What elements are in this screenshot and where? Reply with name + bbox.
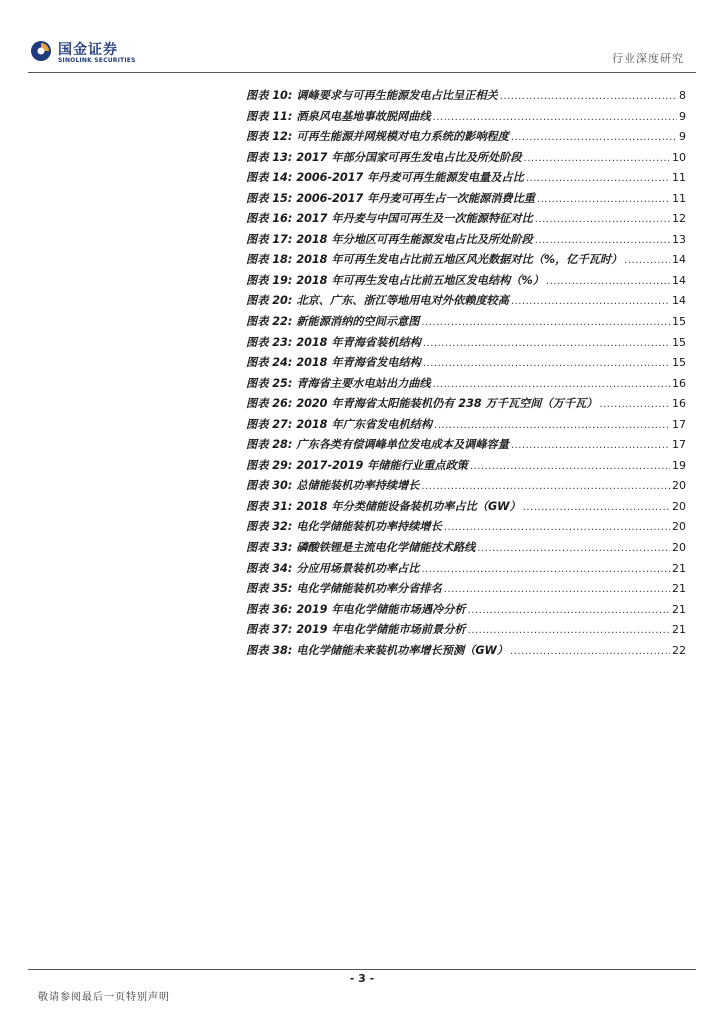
toc-entry-label: 图表 15: [246,191,293,205]
toc-entry-label: 图表 19: [246,273,293,287]
disclaimer-text: 敬请参阅最后一页特别声明 [38,992,170,1003]
toc-entry-page: 13 [672,232,686,246]
logo-text-cn: 国金证券 [58,42,118,58]
toc-entry-title: 2017 年丹麦与中国可再生及一次能源特征对比 [296,212,533,226]
toc-entry-title: 2017-2019 年储能行业重点政策 [296,458,468,472]
toc-dot-leader [511,296,670,307]
page-header [28,36,696,72]
toc-entry-page: 19 [672,458,686,472]
toc-entry-title: 2006-2017 年丹麦可再生能源发电量及占比 [296,171,524,185]
toc-dot-leader [434,420,670,431]
toc-entry[interactable] [246,601,686,622]
toc-entry-label: 图表 32: [246,520,293,534]
toc-dot-leader [510,646,670,657]
toc-entry-label: 图表 37: [246,623,293,637]
toc-entry[interactable] [246,539,686,560]
toc-entry-label: 图表 23: [246,335,293,349]
toc-entry-title: 电化学储能装机功率分省排名 [296,582,442,596]
toc-entry-title: 2017 年部分国家可再生发电占比及所处阶段 [296,150,522,164]
logo-text-en: SINOLINK SECURITIES [58,57,136,64]
toc-entry-page: 15 [672,335,686,349]
toc-entry[interactable] [246,169,686,190]
toc-entry-page: 20 [672,541,686,555]
toc-entry[interactable] [246,210,686,231]
toc-entry-label: 图表 33: [246,541,293,555]
page-number: - 3 - [349,972,375,985]
toc-entry-title: 可再生能源并网规模对电力系统的影响程度 [296,130,509,144]
toc-entry[interactable] [246,87,686,108]
toc-entry-page: 16 [672,397,686,411]
toc-entry-title: 电化学储能未来装机功率增长预测（GW） [296,643,509,657]
sinolink-logo-icon [30,40,52,62]
toc-dot-leader [444,584,670,595]
toc-entry-label: 图表 28: [246,438,293,452]
toc-entry-title: 调峰要求与可再生能源发电占比呈正相关 [296,89,498,102]
toc-entry-page: 10 [672,150,686,164]
toc-entry[interactable] [246,231,686,252]
toc-entry[interactable] [246,457,686,478]
toc-entry[interactable] [246,395,686,416]
toc-entry-title: 磷酸铁锂是主流电化学储能技术路线 [296,541,476,555]
toc-dot-leader [444,522,670,533]
toc-dot-leader [511,132,677,143]
toc-entry-title: 2018 年分类储能设备装机功率占比（GW） [296,499,521,513]
toc-dot-leader [421,564,670,575]
toc-entry-title: 2006-2017 年丹麦可再生占一次能源消费比重 [296,191,535,205]
toc-entry[interactable] [246,190,686,211]
toc-entry-page: 8 [679,89,686,102]
toc-entry-title: 分应用场景装机功率占比 [296,561,420,575]
toc-entry-title: 2018 年青海省发电结构 [296,356,421,370]
toc-dot-leader [433,379,670,390]
toc-entry-title: 电化学储能装机功率持续增长 [296,520,442,534]
toc-entry-title: 2019 年电化学储能市场前景分析 [296,623,466,637]
toc-dot-leader [477,543,670,554]
toc-entry[interactable] [246,621,686,642]
toc-dot-leader [537,194,670,205]
toc-entry-page: 20 [672,499,686,513]
toc-entry-page: 21 [672,561,686,575]
report-type-label: 行业深度研究 [612,52,684,65]
toc-dot-leader [468,625,670,636]
toc-dot-leader [421,317,670,328]
toc-entry-title: 2020 年青海省太阳能装机仍有 238 万千瓦空间（万千瓦） [296,397,598,411]
toc-entry-title: 2018 年分地区可再生能源发电占比及所处阶段 [296,232,533,246]
toc-entry[interactable] [246,334,686,355]
toc-entry-page: 11 [672,171,686,185]
toc-entry[interactable] [246,580,686,601]
toc-dot-leader [523,502,670,513]
toc-entry-page: 22 [672,643,686,657]
toc-entry-page: 15 [672,315,686,329]
toc-dot-leader [470,461,670,472]
toc-dot-leader [421,481,670,492]
toc-dot-leader [500,91,677,102]
toc-entry-title: 广东各类有偿调峰单位发电成本及调峰容量 [296,438,509,452]
toc-entry[interactable] [246,477,686,498]
toc-entry-label: 图表 38: [246,643,293,657]
toc-entry-title: 2018 年青海省装机结构 [296,335,421,349]
toc-entry-label: 图表 22: [246,315,293,329]
toc-entry-label: 图表 35: [246,582,293,596]
toc-dot-leader [468,605,670,616]
toc-entry-label: 图表 18: [246,253,293,267]
toc-entry-label: 图表 30: [246,479,293,493]
toc-dot-leader [535,235,670,246]
toc-entry-page: 17 [672,438,686,452]
toc-entry[interactable] [246,149,686,170]
figure-list [246,87,686,662]
toc-entry[interactable] [246,251,686,272]
toc-entry-title: 2018 年广东省发电机结构 [296,417,433,431]
toc-entry-title: 北京、广东、浙江等地用电对外依赖度较高 [296,294,509,308]
toc-entry[interactable] [246,416,686,437]
toc-entry-label: 图表 14: [246,171,293,185]
toc-entry-page: 21 [672,602,686,616]
company-logo [28,36,148,70]
toc-dot-leader [599,399,670,410]
toc-entry-page: 14 [672,273,686,287]
toc-entry-page: 16 [672,376,686,390]
toc-entry-label: 图表 17: [246,232,293,246]
toc-entry[interactable] [246,354,686,375]
toc-entry[interactable] [246,313,686,334]
toc-dot-leader [535,214,670,225]
toc-entry-label: 图表 36: [246,602,293,616]
toc-entry-page: 14 [672,253,686,267]
toc-entry-label: 图表 31: [246,499,293,513]
toc-entry-page: 14 [672,294,686,308]
toc-entry-label: 图表 11: [246,109,293,123]
toc-entry[interactable] [246,272,686,293]
toc-entry-label: 图表 26: [246,397,293,411]
toc-dot-leader [546,276,670,287]
toc-entry-title: 2018 年可再生发电占比前五地区发电结构（%） [296,273,544,287]
toc-dot-leader [524,153,670,164]
toc-entry-label: 图表 13: [246,150,293,164]
toc-entry[interactable] [246,292,686,313]
toc-entry[interactable] [246,560,686,581]
toc-dot-leader [423,338,670,349]
toc-entry-page: 21 [672,623,686,637]
toc-entry[interactable] [246,518,686,539]
toc-entry-label: 图表 20: [246,294,293,308]
toc-entry-page: 20 [672,479,686,493]
toc-entry-label: 图表 12: [246,130,293,144]
toc-entry-page: 9 [679,130,686,144]
toc-entry[interactable] [246,128,686,149]
toc-entry-page: 15 [672,356,686,370]
toc-entry-page: 12 [672,212,686,226]
toc-dot-leader [433,112,677,123]
toc-entry-label: 图表 16: [246,212,293,226]
toc-entry-title: 酒泉风电基地事故脱网曲线 [296,109,431,123]
toc-entry[interactable] [246,642,686,663]
toc-entry-page: 20 [672,520,686,534]
toc-entry-title: 2019 年电化学储能市场遇冷分析 [296,602,466,616]
toc-entry-page: 21 [672,582,686,596]
toc-entry-page: 17 [672,417,686,431]
toc-dot-leader [624,255,670,266]
toc-dot-leader [526,173,670,184]
toc-entry-title: 青海省主要水电站出力曲线 [296,376,431,390]
toc-entry-title: 2018 年可再生发电占比前五地区风光数据对比（%，亿千瓦时） [296,253,623,267]
toc-entry-title: 总储能装机功率持续增长 [296,479,420,493]
toc-entry-label: 图表 24: [246,356,293,370]
toc-entry-label: 图表 34: [246,561,293,575]
toc-entry-label: 图表 25: [246,376,293,390]
toc-entry-label: 图表 27: [246,417,293,431]
toc-entry-title: 新能源消纳的空间示意图 [296,315,420,329]
toc-dot-leader [511,440,670,451]
toc-entry[interactable] [246,436,686,457]
toc-entry[interactable] [246,108,686,129]
toc-entry-page: 9 [679,109,686,123]
toc-entry[interactable] [246,498,686,519]
toc-entry-page: 11 [672,191,686,205]
footer-divider [28,969,696,970]
toc-entry[interactable] [246,375,686,396]
toc-entry-label: 图表 10: [246,89,293,102]
toc-entry-label: 图表 29: [246,458,293,472]
toc-dot-leader [423,358,670,369]
header-divider [28,72,696,73]
